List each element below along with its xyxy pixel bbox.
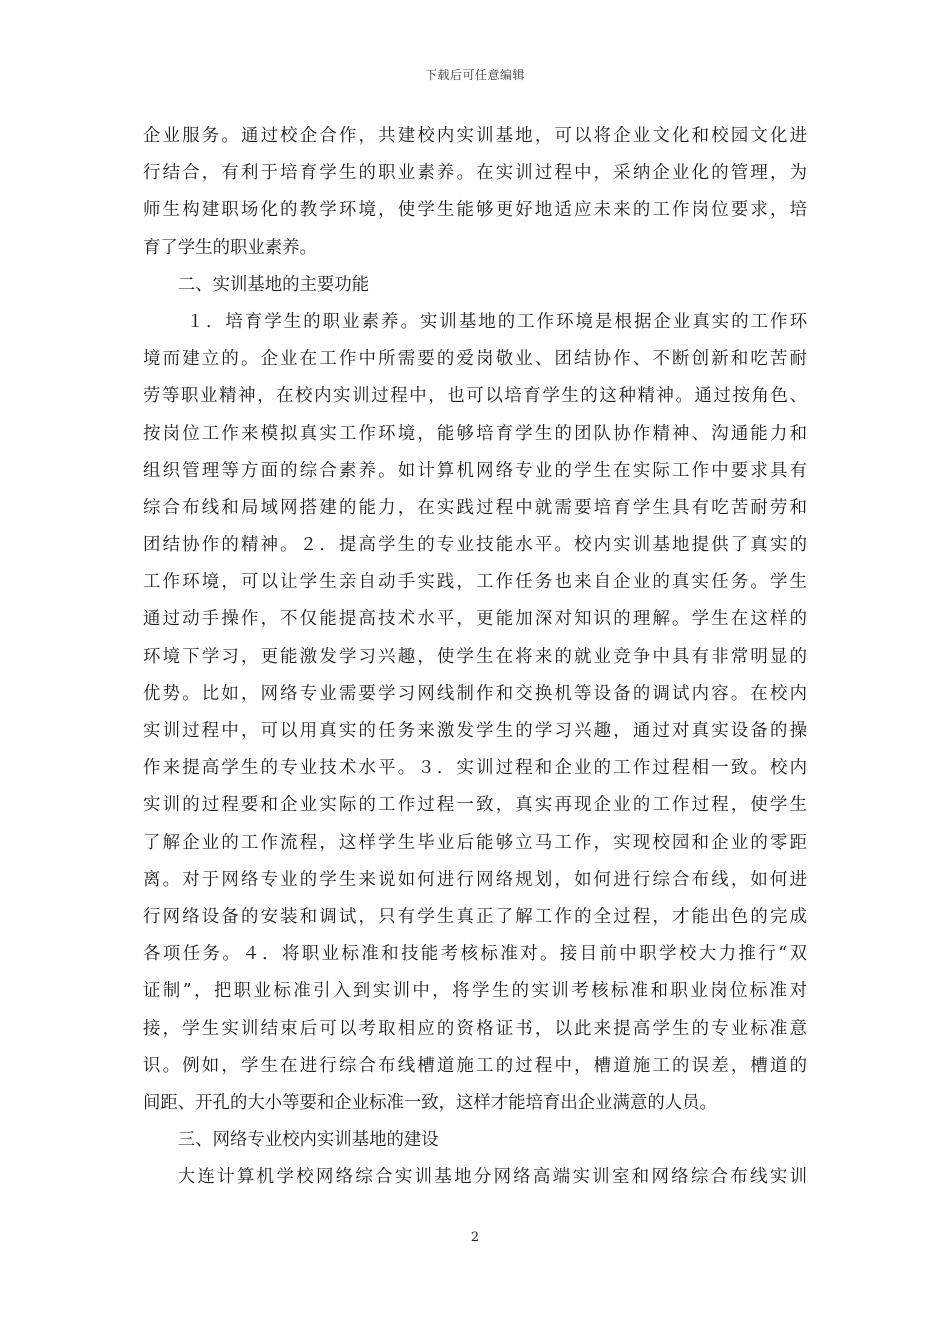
text-line: 了解企业的工作流程，这样学生毕业后能够立马工作，实现校园和企业的零距	[143, 832, 807, 853]
text-line: １．培育学生的职业素养。实训基地的工作环境是根据企业真实的工作环	[186, 311, 807, 332]
document-body	[143, 118, 807, 1196]
text-line: 离。对于网络专业的学生来说如何进行网络规划，如何进行综合布线，如何进	[143, 869, 807, 890]
text-line: 实训过程中，可以用真实的任务来激发学生的学习兴趣，通过对真实设备的操	[143, 721, 807, 741]
text-line: 师生构建职场化的教学环境，使学生能够更好地适应未来的工作岗位要求，培	[143, 200, 807, 221]
text-line: 三、网络专业校内实训基地的建设	[177, 1130, 439, 1151]
text-line: 接，学生实训结束后可以考取相应的资格证书，以此来提高学生的专业标准意	[143, 1018, 807, 1039]
text-line: 各项任务。４．将职业标准和技能考核标准对。接目前中职学校大力推行“双	[143, 944, 807, 965]
text-line: 识。例如，学生在进行综合布线槽道施工的过程中，槽道施工的误差，槽道的	[143, 1055, 807, 1076]
text-line: 境而建立的。企业在工作中所需要的爱岗敬业、团结协作、不断创新和吃苦耐	[143, 349, 807, 370]
text-line: 育了学生的职业素养。	[143, 237, 317, 258]
text-line: 综合布线和局域网搭建的能力，在实践过程中就需要培育学生具有吃苦耐劳和	[143, 497, 807, 518]
text-line: 企业服务。通过校企合作，共建校内实训基地，可以将企业文化和校园文化进	[143, 126, 807, 146]
text-line: 团结协作的精神。２．提高学生的专业技能水平。校内实训基地提供了真实的	[143, 535, 807, 556]
text-line: 组织管理等方面的综合素养。如计算机网络专业的学生在实际工作中要求具有	[143, 460, 807, 481]
text-line: 行结合，有利于培育学生的职业素养。在实训过程中，采纳企业化的管理，为	[143, 163, 807, 184]
text-line: 证制”，把职业标准引入到实训中，将学生的实训考核标准和职业岗位标准对	[143, 981, 807, 1002]
text-line: 间距、开孔的大小等要和企业标准一致，这样才能培育出企业满意的人员。	[143, 1092, 717, 1113]
text-line: 工作环境，可以让学生亲自动手实践，工作任务也来自企业的真实任务。学生	[143, 572, 807, 593]
text-line: 行网络设备的安装和调试，只有学生真正了解工作的全过程，才能出色的完成	[143, 906, 807, 927]
page-number: 2	[470, 1230, 480, 1245]
text-line: 作来提高学生的专业技术水平。３．实训过程和企业的工作过程相一致。校内	[143, 758, 807, 779]
text-line: 通过动手操作，不仅能提高技术水平，更能加深对知识的理解。学生在这样的	[143, 609, 807, 630]
text-line: 环境下学习，更能激发学习兴趣，使学生在将来的就业竞争中具有非常明显的	[143, 646, 807, 667]
text-line: 大连计算机学校网络综合实训基地分网络高端实训室和网络综合布线实训	[177, 1167, 807, 1188]
text-line: 二、实训基地的主要功能	[177, 274, 370, 295]
page-header-note: 下载后可任意编辑	[424, 68, 525, 82]
text-line: 实训的过程要和企业实际的工作过程一致，真实再现企业的工作过程，使学生	[143, 795, 807, 816]
text-line: 按岗位工作来模拟真实工作环境，能够培育学生的团队协作精神、沟通能力和	[143, 423, 807, 444]
text-line: 劳等职业精神，在校内实训过程中，也可以培育学生的这种精神。通过按角色、	[143, 386, 807, 407]
text-line: 优势。比如，网络专业需要学习网线制作和交换机等设备的调试内容。在校内	[143, 683, 807, 704]
